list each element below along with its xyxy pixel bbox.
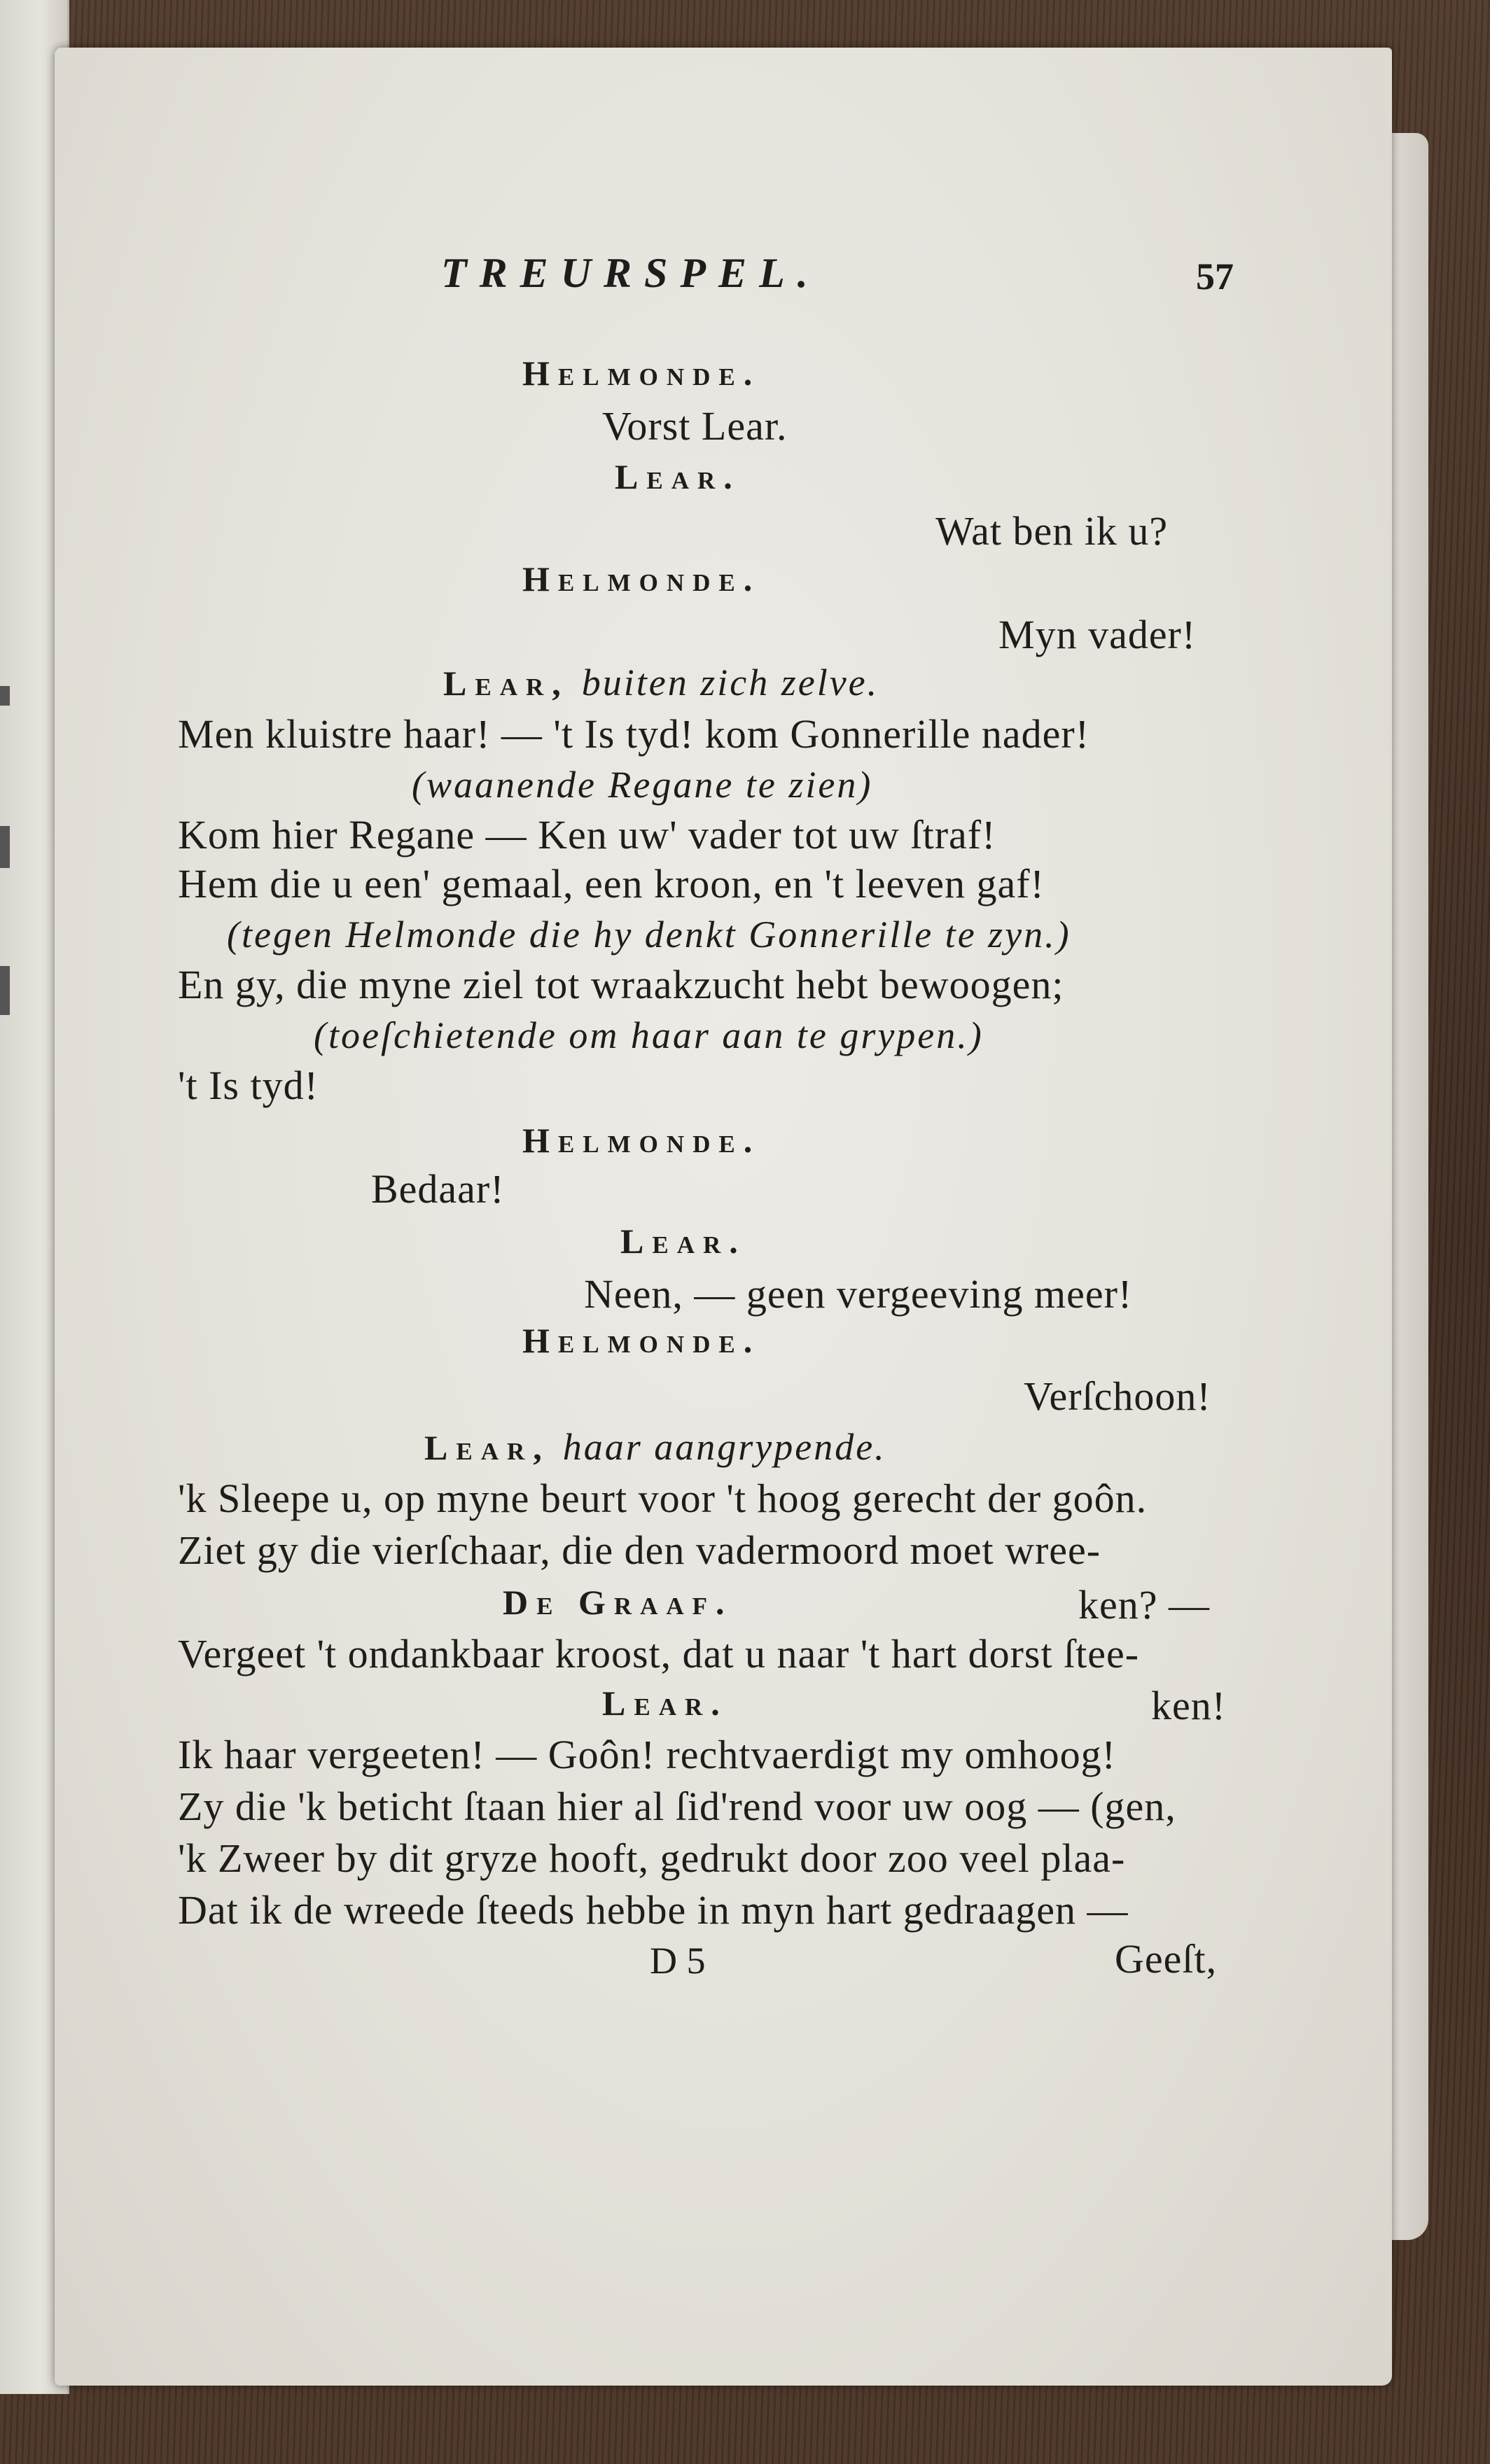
speaker-with-direction bbox=[443, 662, 879, 704]
verse-line: Neen, — geen vergeeving meer! bbox=[584, 1271, 1133, 1317]
signature-mark: D 5 bbox=[650, 1940, 706, 1982]
facing-page-ink-mark bbox=[0, 686, 10, 706]
verse-line: Men kluistre haar! — 't Is tyd! kom Gonnerille nader! bbox=[178, 711, 1090, 757]
speaker-heading: Lear. bbox=[620, 1222, 746, 1261]
verse-line: Bedaar! bbox=[371, 1166, 505, 1212]
stage-direction: buiten zich zelve. bbox=[581, 662, 879, 704]
verse-line: Kom hier Regane — Ken uw' vader tot uw ſtraf! bbox=[178, 812, 996, 858]
speaker-with-direction bbox=[424, 1428, 886, 1466]
verse-line: Ik haar vergeeten! — Goôn! rechtvaerdigt my omhoog! bbox=[178, 1732, 1116, 1777]
book-page bbox=[55, 48, 1392, 2386]
verse-line: 'k Sleepe u, op myne beurt voor 't hoog gerecht der goôn. bbox=[178, 1476, 1148, 1521]
facing-page-ink-mark bbox=[0, 966, 10, 1015]
speaker-heading: Helmonde. bbox=[522, 1121, 761, 1160]
speaker-heading: Helmonde. bbox=[522, 354, 761, 393]
speaker-heading: Lear. bbox=[615, 457, 741, 496]
verse-line: Hem die u een' gemaal, een kroon, en 't leeven gaf! bbox=[178, 861, 1045, 906]
speaker-heading: Lear. bbox=[602, 1684, 728, 1723]
speaker-name: Lear, bbox=[443, 664, 569, 703]
catchword: Geeſt, bbox=[1115, 1936, 1218, 1982]
verse-line: Ziet gy die vierſchaar, die den vadermoord moet wree- bbox=[178, 1527, 1101, 1573]
verse-line: Wat ben ik u? bbox=[935, 508, 1169, 554]
verse-line: Dat ik de wreede ſteeds hebbe in myn hart gedraagen — bbox=[178, 1887, 1129, 1933]
speaker-heading: De Graaf. bbox=[503, 1583, 733, 1622]
stage-direction: haar aangrypende. bbox=[562, 1426, 886, 1468]
verse-line: Vorst Lear. bbox=[602, 403, 788, 449]
verse-line: Zy die 'k beticht ſtaan hier al ſid'rend voor uw oog — (gen, bbox=[178, 1784, 1176, 1829]
facing-page-ink-mark bbox=[0, 826, 10, 868]
running-head: TREURSPEL. bbox=[441, 250, 821, 296]
verse-line: Vergeet 't ondankbaar kroost, dat u naar 't hart dorst ſtee- bbox=[178, 1631, 1140, 1676]
stage-direction: (toeſchietende om haar aan te grypen.) bbox=[314, 1014, 984, 1056]
verse-line: En gy, die myne ziel tot wraakzucht hebt bewoogen; bbox=[178, 962, 1064, 1007]
verse-line: 'k Zweer by dit gryze hooft, gedrukt door zoo veel plaa- bbox=[178, 1835, 1126, 1881]
line-turnover: ken! bbox=[1151, 1683, 1227, 1728]
verse-line: Verſchoon! bbox=[1024, 1373, 1211, 1419]
verse-line: Myn vader! bbox=[998, 612, 1197, 657]
speaker-name: Lear, bbox=[424, 1428, 550, 1467]
stage-direction: (waanende Regane te zien) bbox=[412, 764, 873, 806]
line-turnover: ken? — bbox=[1078, 1582, 1210, 1628]
speaker-heading: Helmonde. bbox=[522, 559, 761, 598]
speaker-heading: Helmonde. bbox=[522, 1321, 761, 1360]
stage-direction: (tegen Helmonde die hy denkt Gonnerille te zyn.) bbox=[227, 913, 1071, 955]
page-number: 57 bbox=[1196, 255, 1234, 298]
verse-line: 't Is tyd! bbox=[178, 1063, 319, 1108]
